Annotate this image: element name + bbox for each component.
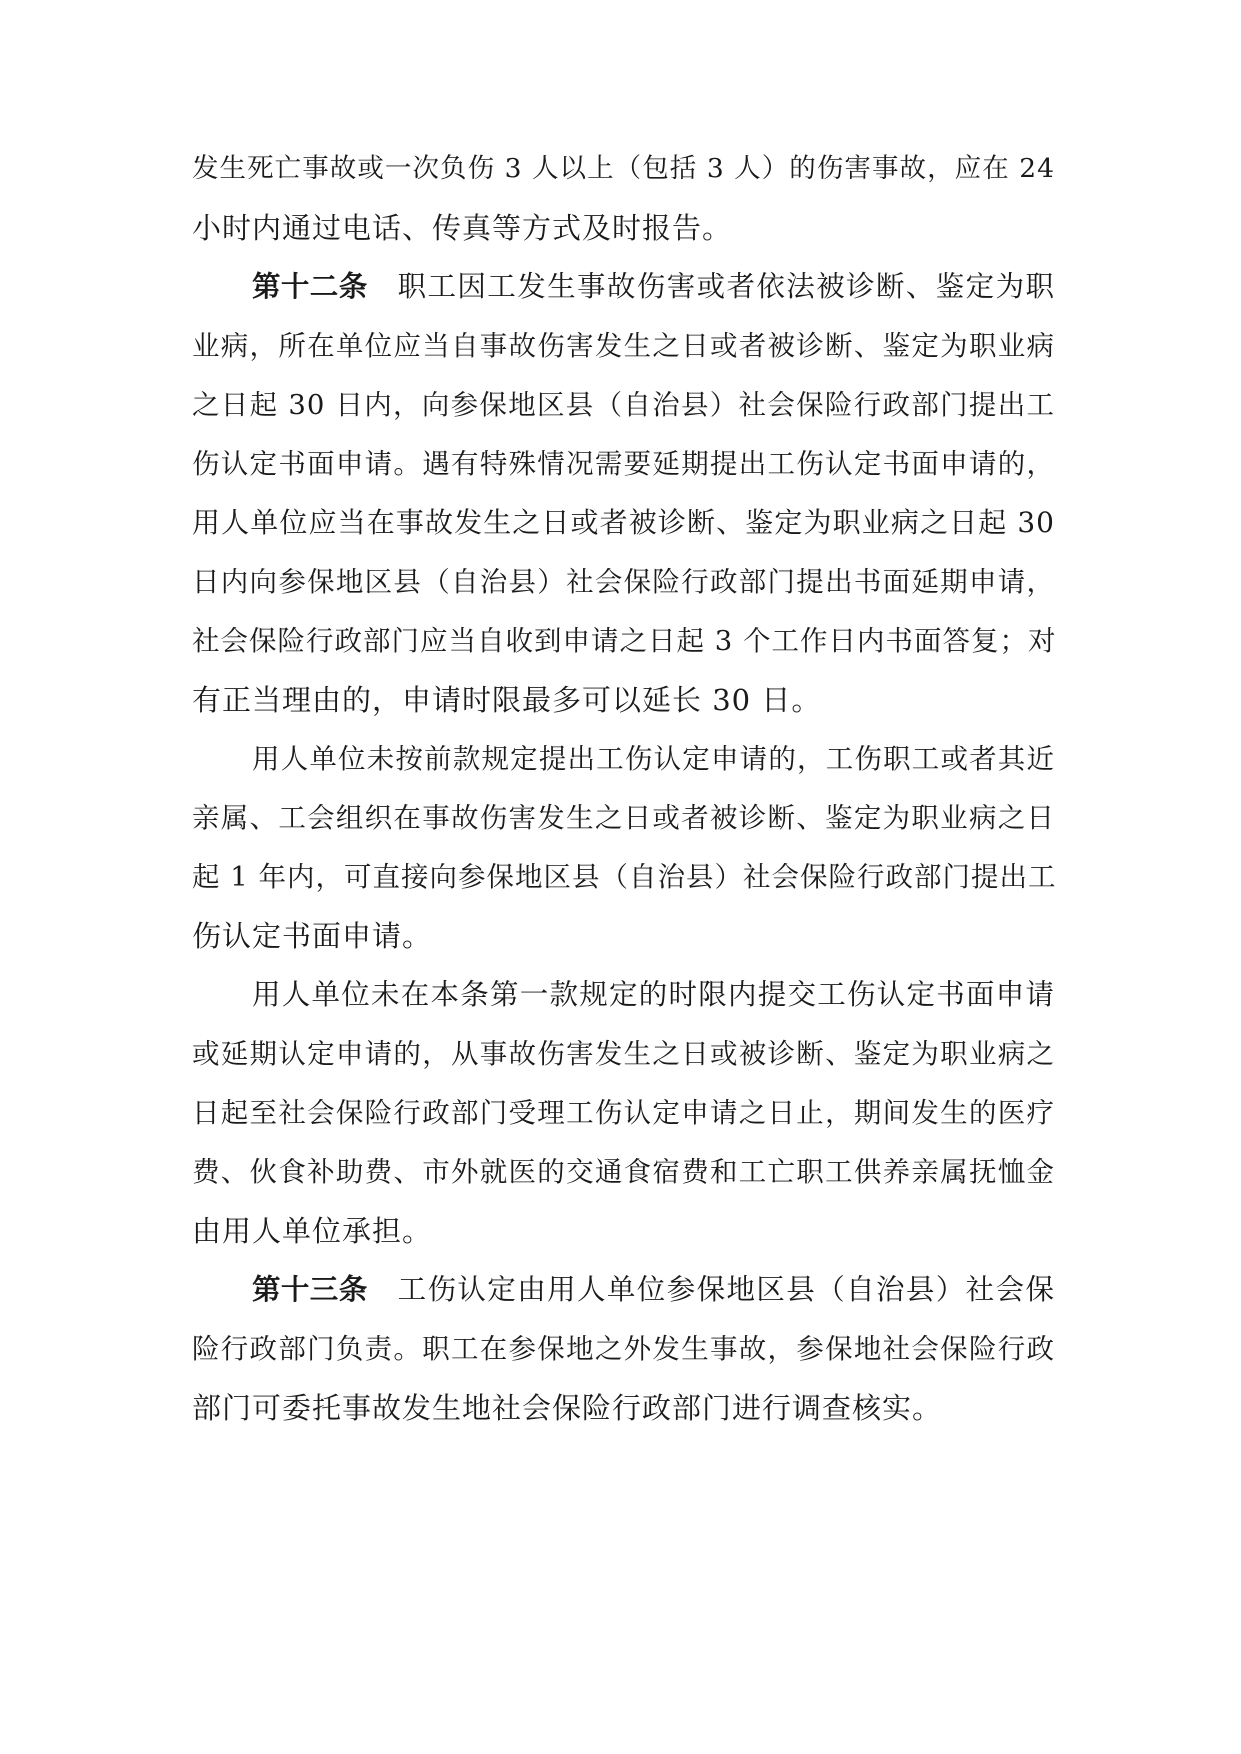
article-12-heading: 第十二条: [252, 270, 368, 303]
article-13-first-line: [252, 1267, 1055, 1313]
paragraph-line: 日内向参保地区县（自治县）社会保险行政部门提出书面延期申请，: [192, 566, 1055, 598]
paragraph-line: 用人单位应当在事故发生之日或者被诊断、鉴定为职业病之日起 30: [192, 506, 1055, 539]
paragraph-line: 或延期认定申请的，从事故伤害发生之日或被诊断、鉴定为职业病之: [192, 1038, 1055, 1070]
paragraph-line: 伤认定书面申请。遇有特殊情况需要延期提出工伤认定书面申请的，: [192, 448, 1055, 480]
paragraph-first-line: 用人单位未按前款规定提出工伤认定申请的，工伤职工或者其近: [252, 743, 1055, 775]
paragraph-line: 起 1 年内，可直接向参保地区县（自治县）社会保险行政部门提出工: [192, 861, 1057, 893]
paragraph-line: 社会保险行政部门应当自收到申请之日起 3 个工作日内书面答复；对: [192, 625, 1057, 657]
paragraph-line: 伤认定书面申请。: [192, 919, 433, 953]
paragraph-line: 有正当理由的，申请时限最多可以延长 30 日。: [192, 683, 822, 717]
paragraph-line: 部门可委托事故发生地社会保险行政部门进行调查核实。: [192, 1391, 943, 1425]
paragraph-line: 业病，所在单位应当自事故伤害发生之日或者被诊断、鉴定为职业病: [192, 330, 1055, 362]
paragraph-line: 费、伙食补助费、市外就医的交通食宿费和工亡职工供养亲属抚恤金: [192, 1156, 1055, 1188]
paragraph-line: 日起至社会保险行政部门受理工伤认定申请之日止，期间发生的医疗: [192, 1097, 1055, 1129]
paragraph-line: 发生死亡事故或一次负伤 3 人以上（包括 3 人）的伤害事故，应在 24: [192, 153, 1055, 184]
paragraph-line: 险行政部门负责。职工在参保地之外发生事故，参保地社会保险行政: [192, 1333, 1055, 1365]
article-12-text: 职工因工发生事故伤害或者依法被诊断、鉴定为职: [397, 270, 1055, 303]
paragraph-line: 之日起 30 日内，向参保地区县（自治县）社会保险行政部门提出工: [192, 389, 1055, 421]
article-13-text: 工伤认定由用人单位参保地区县（自治县）社会保: [397, 1273, 1055, 1306]
paragraph-line: 由用人单位承担。: [192, 1214, 433, 1248]
article-13-heading: 第十三条: [252, 1273, 368, 1306]
paragraph-first-line: 用人单位未在本条第一款规定的时限内提交工伤认定书面申请: [252, 978, 1055, 1011]
article-12-first-line: [252, 264, 1055, 310]
paragraph-line: 亲属、工会组织在事故伤害发生之日或者被诊断、鉴定为职业病之日: [192, 802, 1055, 834]
paragraph-line: 小时内通过电话、传真等方式及时报告。: [192, 211, 733, 245]
